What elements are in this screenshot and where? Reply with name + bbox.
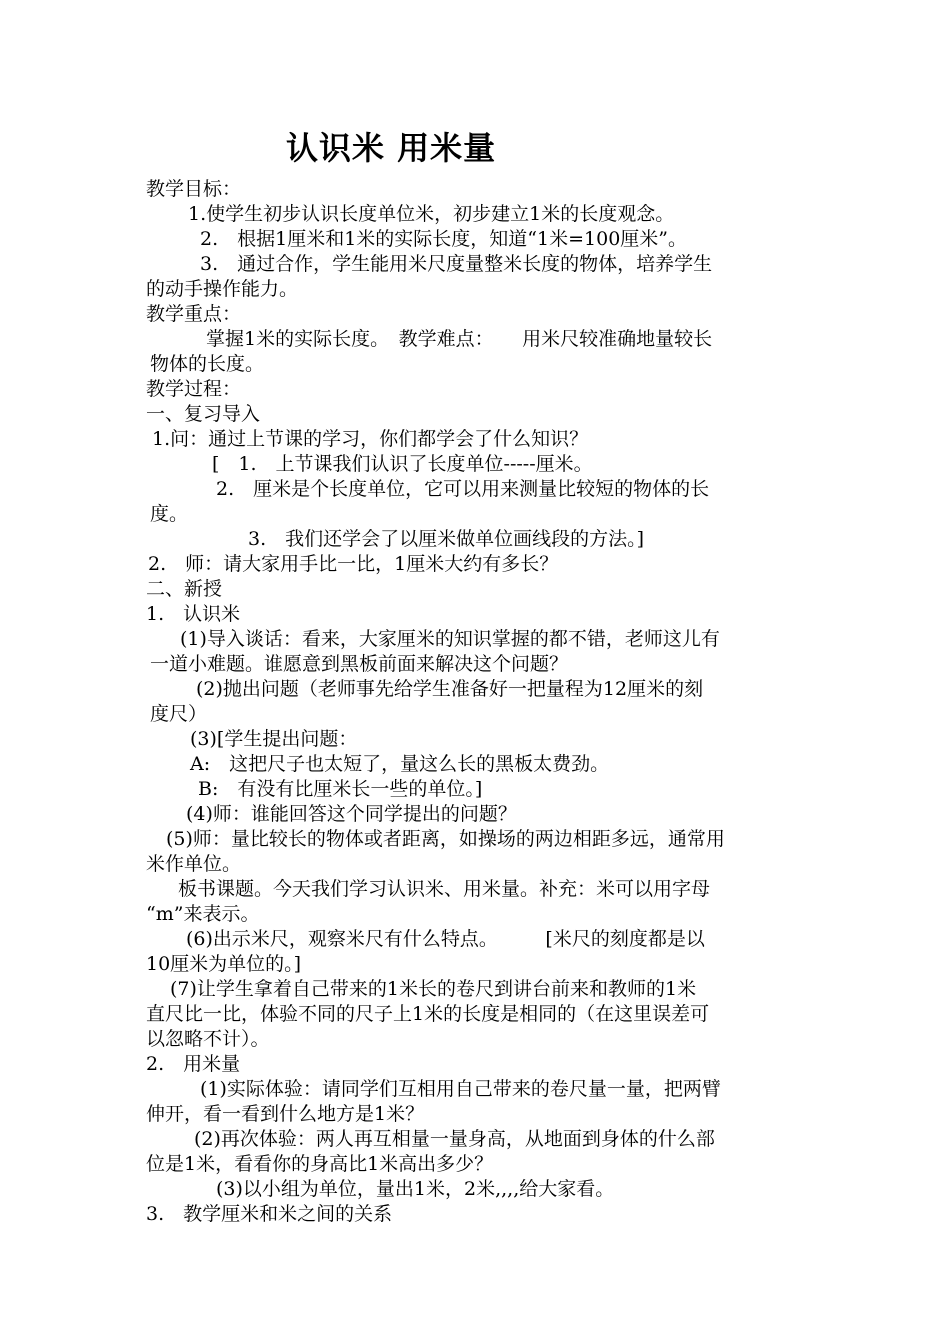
review-answer-1: [ 1. 上节课我们认识了长度单位-----厘米。: [212, 453, 593, 475]
goal-3: 3. 通过合作，学生能用米尺度量整米长度的物体，培养学生: [200, 253, 713, 275]
step-3-b: B: 有没有比厘米长一些的单位。]: [198, 778, 483, 800]
heading-key-points: 教学重点：: [146, 303, 242, 325]
step-1-cont: 一道小难题。谁愿意到黑板前面来解决这个问题？: [150, 653, 569, 675]
step-5: (5)师：量比较长的物体或者距离，如操场的两边相距多远，通常用: [166, 828, 725, 850]
review-q1: 1.问：通过上节课的学习，你们都学会了什么知识？: [152, 428, 589, 450]
subsection-know-meter: 1. 认识米: [146, 603, 241, 625]
step-3: (3)[学生提出问题：: [190, 728, 358, 750]
measure-step-2: (2)再次体验：两人再互相量一量身高，从地面到身体的什么部: [194, 1128, 715, 1150]
step-7-cont-2: 以忽略不计）。: [146, 1028, 270, 1050]
goal-1: 1.使学生初步认识长度单位米，初步建立1米的长度观念。: [188, 203, 675, 225]
measure-step-2-cont: 位是1米，看看你的身高比1米高出多少？: [146, 1153, 494, 1175]
step-4: (4)师：谁能回答这个同学提出的问题？: [186, 803, 517, 825]
board-title-cont: “m”来表示。: [146, 903, 260, 925]
page-title: 认识米 用米量: [286, 129, 497, 167]
goal-3-cont: 的动手操作能力。: [146, 278, 299, 300]
step-1: (1)导入谈话：看来，大家厘米的知识掌握的都不错，老师这儿有: [180, 628, 720, 650]
key-points-cont: 物体的长度。: [150, 353, 265, 375]
review-answer-3: 3. 我们还学会了以厘米做单位画线段的方法。]: [248, 528, 645, 550]
review-q2: 2. 师：请大家用手比一比，1厘米大约有多长？: [148, 553, 559, 575]
measure-step-1-cont: 伸开，看一看到什么地方是1米？: [146, 1103, 425, 1125]
key-points-text: 掌握1米的实际长度。 教学难点： 用米尺较准确地量较长: [206, 328, 713, 350]
review-answer-2: 2. 厘米是个长度单位，它可以用来测量比较短的物体的长: [216, 478, 710, 500]
step-6: (6)出示米尺，观察米尺有什么特点。 [米尺的刻度都是以: [186, 928, 705, 950]
subsection-relation: 3. 教学厘米和米之间的关系: [146, 1203, 393, 1225]
section-review: 一、复习导入: [146, 403, 261, 425]
board-title: 板书课题。今天我们学习认识米、用米量。补充：米可以用字母: [178, 878, 711, 900]
step-2: (2)抛出问题（老师事先给学生准备好一把量程为12厘米的刻: [196, 678, 704, 700]
review-answer-2-cont: 度。: [150, 503, 189, 525]
step-5-cont: 米作单位。: [146, 853, 242, 875]
section-new-lesson: 二、新授: [146, 578, 223, 600]
goal-2: 2. 根据1厘米和1米的实际长度，知道“1米=100厘米”。: [200, 228, 688, 250]
subsection-measure-with-meter: 2. 用米量: [146, 1053, 241, 1075]
measure-step-1: (1)实际体验：请同学们互相用自己带来的卷尺量一量，把两臂: [200, 1078, 721, 1100]
step-7-cont: 直尺比一比，体验不同的尺子上1米的长度是相同的（在这里误差可: [146, 1003, 710, 1025]
step-7: (7)让学生拿着自己带来的1米长的卷尺到讲台前来和教师的1米: [170, 978, 697, 1000]
step-3-a: A: 这把尺子也太短了，量这么长的黑板太费劲。: [190, 753, 610, 775]
step-6-cont: 10厘米为单位的。]: [146, 953, 302, 975]
step-2-cont: 度尺）: [150, 703, 208, 725]
heading-teaching-process: 教学过程：: [146, 378, 242, 400]
measure-step-3: (3)以小组为单位，量出1米，2米,,,,给大家看。: [216, 1178, 615, 1200]
heading-teaching-goals: 教学目标：: [146, 178, 242, 200]
